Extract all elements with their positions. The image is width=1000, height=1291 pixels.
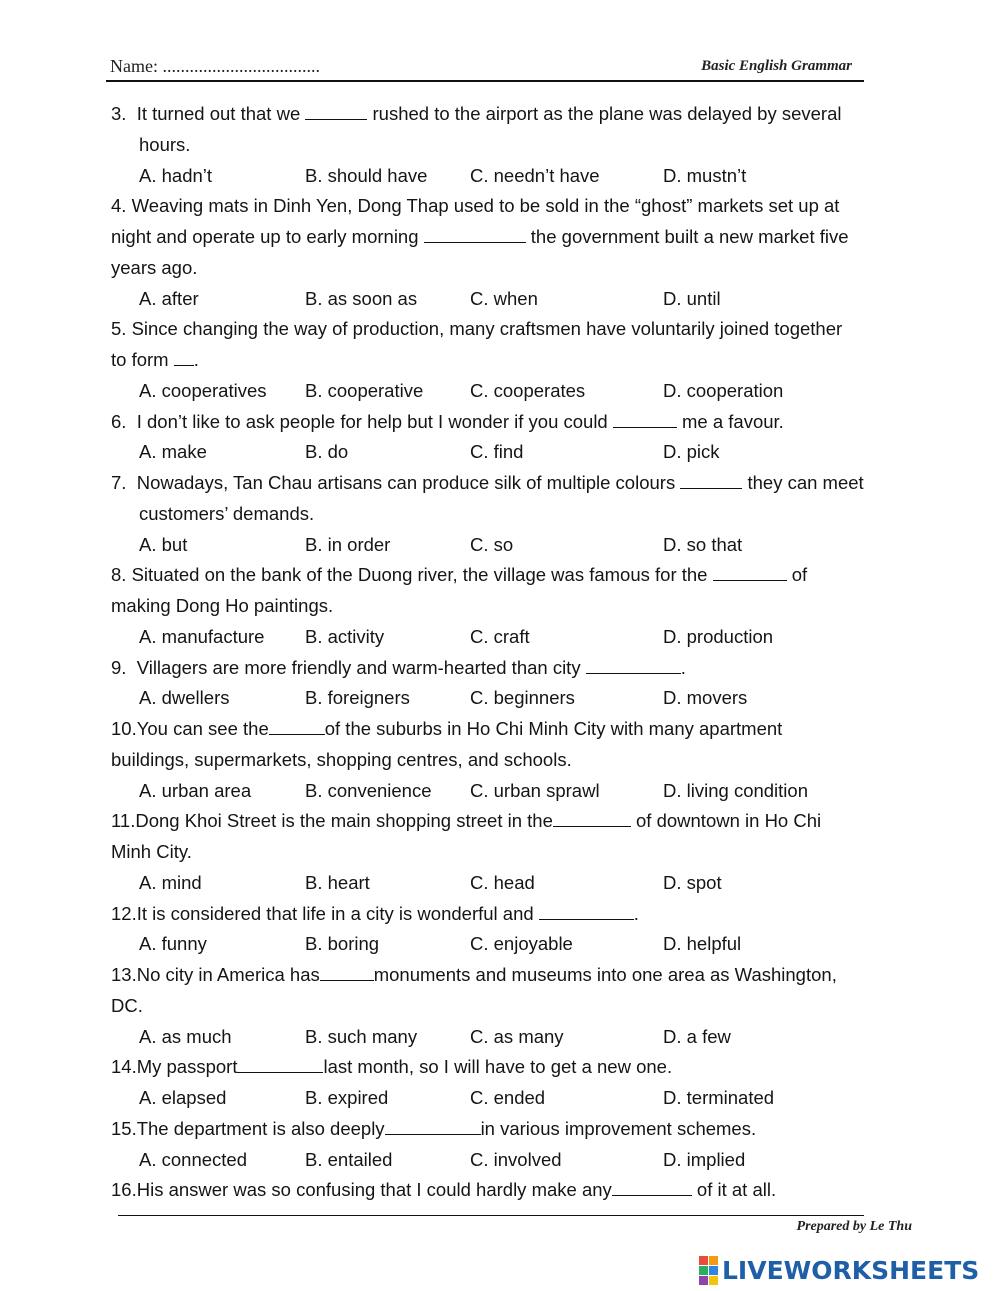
question-text-before-blank: 8. Situated on the bank of the Duong river, the village was famous for the [111, 564, 713, 586]
answer-options [0, 621, 1000, 652]
answer-option-c[interactable]: C. ended [470, 1087, 546, 1108]
answer-option-d[interactable]: D. a few [663, 1025, 731, 1047]
logo-block [699, 1256, 708, 1265]
answer-option-d[interactable]: D. pick [663, 441, 720, 463]
answer-option-d[interactable]: D. until [663, 287, 721, 309]
answer-blank[interactable] [613, 407, 677, 428]
logo-block [699, 1266, 708, 1275]
answer-option-a[interactable]: A. cooperatives [139, 379, 267, 401]
question-text [0, 559, 1000, 590]
logo-block [709, 1266, 718, 1275]
answer-option-b[interactable]: B. activity [305, 625, 385, 647]
question-text-after-blank: last month, so I will have to get a new one. [323, 1056, 673, 1078]
answer-option-d[interactable]: D. helpful [663, 933, 742, 955]
question-text-before-blank: 11.Dong Khoi Street is the main shopping street in the [111, 810, 553, 832]
question-text-span: making Dong Ho paintings. [111, 595, 334, 616]
answer-option-b[interactable]: B. such many [305, 1025, 418, 1047]
answer-options [0, 1144, 1000, 1175]
question-text-continued [0, 252, 1000, 283]
question-text-before-blank: night and operate up to early morning [111, 226, 424, 247]
answer-option-b[interactable]: B. do [305, 441, 349, 463]
author-credit: Prepared by Le Thu [796, 1219, 912, 1234]
answer-blank[interactable] [713, 560, 787, 581]
question-text-after-blank: . [633, 902, 639, 924]
answer-options [0, 436, 1000, 467]
answer-option-d[interactable]: D. terminated [663, 1087, 775, 1108]
answer-options [0, 867, 1000, 898]
answer-blank[interactable] [305, 99, 367, 120]
answer-option-b[interactable]: B. expired [305, 1087, 389, 1108]
question-text-after-blank: the government built a new market five [525, 226, 849, 247]
answer-options [0, 775, 1000, 806]
answer-option-d[interactable]: D. production [663, 625, 774, 647]
answer-blank[interactable] [174, 345, 194, 366]
question-text-continued [0, 221, 1000, 252]
question-text-span: hours. [139, 133, 191, 155]
question-text-after-blank: . [680, 656, 686, 678]
question-text-before-blank: 7. Nowadays, Tan Chau artisans can produce silk of multiple colours [111, 472, 681, 493]
answer-option-a[interactable]: A. funny [139, 933, 207, 955]
answer-option-c[interactable]: C. needn’t have [470, 164, 600, 186]
answer-option-b[interactable]: B. cooperative [305, 379, 424, 401]
document-title: Basic English Grammar [701, 58, 852, 74]
answer-option-c[interactable]: C. when [470, 287, 538, 309]
answer-options [0, 928, 1000, 959]
question-text-after-blank: rushed to the airport as the plane was delayed by several [367, 103, 842, 124]
answer-option-a[interactable]: A. urban area [139, 779, 252, 801]
question-text [0, 1174, 1000, 1205]
question-text-before-blank: 9. Villagers are more friendly and warm-hearted than city [111, 656, 586, 678]
question-text [0, 898, 1000, 929]
liveworksheets-logo [699, 1255, 979, 1285]
answer-option-b[interactable]: B. entailed [305, 1148, 393, 1170]
answer-options [0, 682, 1000, 713]
header-divider [106, 80, 864, 82]
question-text-continued [0, 344, 1000, 375]
question-text-after-blank: of it at all. [691, 1179, 777, 1201]
answer-blank[interactable] [553, 806, 631, 827]
question-text [0, 190, 1000, 221]
answer-option-d[interactable]: D. mustn’t [663, 164, 747, 186]
question-text-continued [0, 744, 1000, 775]
question-text-continued [0, 836, 1000, 867]
question-text-before-blank: 3. It turned out that we [111, 103, 306, 124]
question-text-after-blank: me a favour. [676, 410, 784, 432]
question-text [0, 313, 1000, 344]
question-text-span: buildings, supermarkets, shopping centres, and schools. [111, 748, 572, 770]
answer-option-c[interactable]: C. as many [470, 1025, 564, 1047]
question-text-span: years ago. [111, 256, 198, 278]
answer-option-b[interactable]: B. heart [305, 871, 370, 893]
answer-option-c[interactable]: C. urban sprawl [470, 779, 600, 801]
question-text [0, 1051, 1000, 1082]
answer-option-a[interactable]: A. make [139, 441, 207, 463]
question-text-span: customers’ demands. [139, 502, 315, 524]
answer-option-a[interactable]: A. connected [139, 1148, 247, 1170]
question-text-after-blank: of the suburbs in Ho Chi Minh City with many apartment [324, 718, 783, 739]
answer-option-b[interactable]: B. should have [305, 164, 428, 186]
question-text-before-blank: to form [111, 349, 174, 370]
answer-options [0, 375, 1000, 406]
answer-option-d[interactable]: D. living condition [663, 779, 808, 801]
answer-blank[interactable] [680, 468, 742, 489]
answer-blank[interactable] [586, 653, 681, 674]
answer-blank[interactable] [269, 714, 325, 735]
question-text [0, 406, 1000, 437]
answer-option-d[interactable]: D. spot [663, 871, 722, 893]
question-text [0, 805, 1000, 836]
answer-option-c[interactable]: C. find [470, 441, 524, 463]
logo-block [709, 1256, 718, 1265]
question-text [0, 713, 1000, 744]
answer-blank[interactable] [612, 1175, 692, 1196]
answer-option-c[interactable]: C. so [470, 533, 514, 555]
answer-blank[interactable] [237, 1052, 323, 1073]
logo-blocks-icon [699, 1256, 718, 1285]
question-text-continued [0, 129, 1000, 160]
question-text-before-blank: 12.It is considered that life in a city is wonderful and [111, 902, 539, 924]
answer-option-a[interactable]: A. after [139, 287, 199, 309]
answer-blank[interactable] [424, 222, 526, 243]
answer-option-c[interactable]: C. involved [470, 1148, 562, 1170]
answer-option-b[interactable]: B. in order [305, 533, 391, 555]
question-text [0, 652, 1000, 683]
answer-blank[interactable] [539, 899, 634, 920]
question-text-continued [0, 990, 1000, 1021]
answer-options [0, 1082, 1000, 1113]
answer-option-a[interactable]: A. as much [139, 1025, 232, 1047]
answer-option-a[interactable]: A. hadn’t [139, 164, 213, 186]
answer-option-a[interactable]: A. dwellers [139, 687, 230, 709]
question-text-after-blank: of downtown in Ho Chi [630, 810, 822, 832]
name-field-label: Name: ................................... [110, 56, 320, 76]
answer-blank[interactable] [385, 1114, 481, 1135]
answer-option-b[interactable]: B. foreigners [305, 687, 410, 709]
question-text [0, 467, 1000, 498]
question-text-after-blank: monuments and museums into one area as Washington, [373, 964, 837, 985]
answer-option-a[interactable]: A. manufacture [139, 625, 265, 647]
question-text-before-blank: 10.You can see the [111, 718, 269, 739]
brand-name: LIVEWORKSHEETS [722, 1255, 980, 1285]
question-text [0, 959, 1000, 990]
question-text-after-blank: in various improvement schemes. [480, 1117, 757, 1139]
answer-option-c[interactable]: C. cooperates [470, 379, 586, 401]
question-text-span: 5. Since changing the way of production, many craftsmen have voluntarily joined together [111, 318, 843, 340]
answer-options [0, 160, 1000, 191]
question-text-before-blank: 14.My passport [111, 1056, 238, 1078]
footer-divider [118, 1215, 864, 1216]
answer-options [0, 529, 1000, 560]
answer-option-a[interactable]: A. but [139, 533, 188, 555]
answer-option-d[interactable]: D. so that [663, 533, 743, 555]
question-text-before-blank: 15.The department is also deeply [111, 1117, 385, 1139]
question-text-before-blank: 13.No city in America has [111, 964, 320, 985]
answer-option-c[interactable]: C. enjoyable [470, 933, 573, 955]
question-text [0, 98, 1000, 129]
logo-block [709, 1276, 718, 1285]
answer-option-c[interactable]: C. beginners [470, 687, 575, 709]
question-text-span: 4. Weaving mats in Dinh Yen, Dong Thap used to be sold in the “ghost” markets set up at [111, 195, 840, 217]
question-text-continued [0, 498, 1000, 529]
logo-block [699, 1276, 708, 1285]
answer-option-c[interactable]: C. head [470, 871, 535, 893]
answer-option-a[interactable]: A. mind [139, 871, 202, 893]
answer-options [0, 283, 1000, 314]
answer-blank[interactable] [320, 960, 374, 981]
answer-option-a[interactable]: A. elapsed [139, 1087, 227, 1108]
answer-option-b[interactable]: B. boring [305, 933, 380, 955]
question-text-before-blank: 16.His answer was so confusing that I could hardly make any [111, 1179, 612, 1201]
answer-option-d[interactable]: D. cooperation [663, 379, 784, 401]
question-text-span: DC. [111, 994, 143, 1016]
question-text-before-blank: 6. I don’t like to ask people for help but I wonder if you could [111, 410, 613, 432]
answer-option-b[interactable]: B. as soon as [305, 287, 418, 309]
answer-options [0, 1021, 1000, 1052]
question-text-after-blank: of [786, 564, 808, 586]
question-text-span: Minh City. [111, 841, 192, 862]
question-text-after-blank: . [193, 349, 199, 370]
answer-option-d[interactable]: D. movers [663, 687, 748, 709]
question-text-continued [0, 590, 1000, 621]
question-text-after-blank: they can meet [742, 472, 864, 493]
answer-option-c[interactable]: C. craft [470, 625, 530, 647]
answer-option-d[interactable]: D. implied [663, 1148, 746, 1170]
question-text [0, 1113, 1000, 1144]
answer-option-b[interactable]: B. convenience [305, 779, 432, 801]
